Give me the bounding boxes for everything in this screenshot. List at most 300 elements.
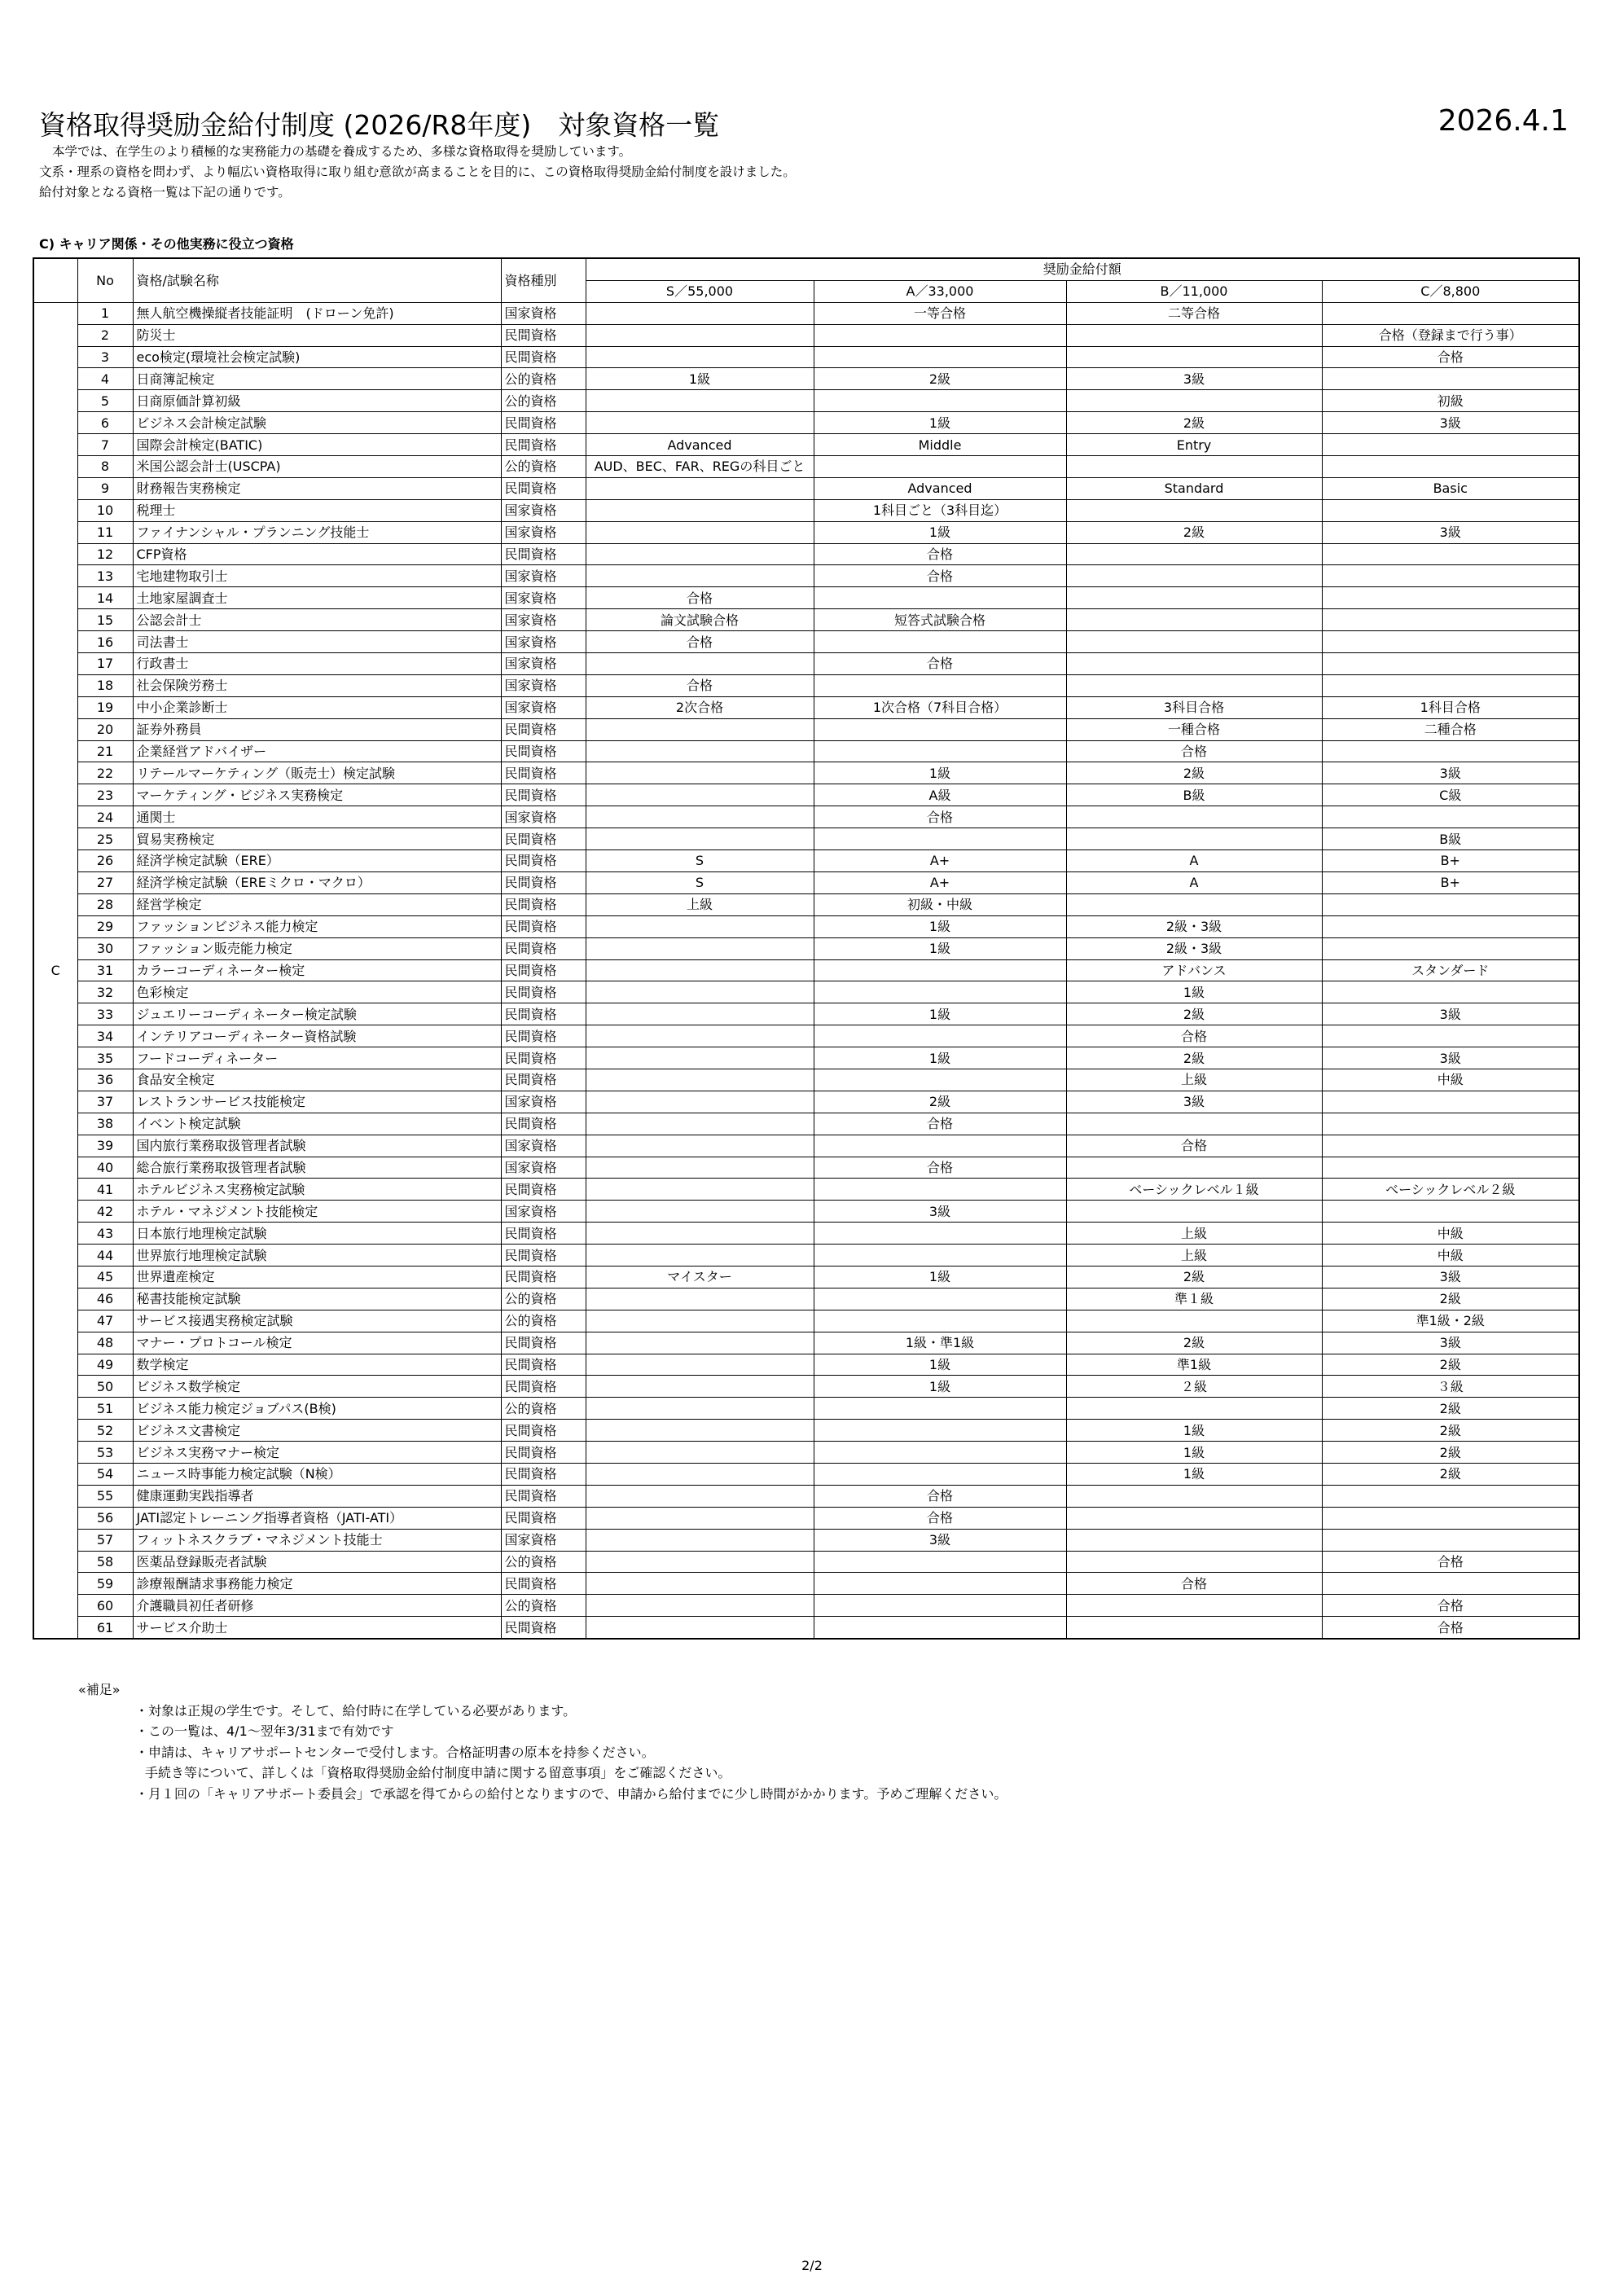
row-type: 民間資格 <box>501 871 586 893</box>
note-item: ・月１回の「キャリアサポート委員会」で承認を得てからの給付となりますので、申請から給付までに少し時間がかかります。予めご理解ください。 <box>135 1785 1007 1802</box>
row-rank-b: A <box>1066 850 1322 872</box>
row-no: 53 <box>77 1442 133 1464</box>
row-rank-b: 2級 <box>1066 1332 1322 1354</box>
row-no: 1 <box>77 302 133 324</box>
row-rank-b: ２級 <box>1066 1376 1322 1398</box>
row-rank-a: 2級 <box>814 368 1066 390</box>
row-name: レストランサービス技能検定 <box>133 1091 501 1113</box>
note-item: ・対象は正規の学生です。そして、給付時に在学している必要があります。 <box>135 1702 577 1719</box>
table-row <box>33 1047 1579 1069</box>
row-rank-b: 2級 <box>1066 1003 1322 1025</box>
row-rank-a <box>814 1398 1066 1420</box>
row-type: 民間資格 <box>501 1485 586 1507</box>
row-rank-a <box>814 981 1066 1003</box>
row-type: 民間資格 <box>501 1179 586 1201</box>
table-row <box>33 499 1579 521</box>
row-rank-s <box>586 1376 814 1398</box>
row-rank-s <box>586 1025 814 1047</box>
header-no: No <box>77 258 133 302</box>
row-name: 税理士 <box>133 499 501 521</box>
row-rank-a: 合格 <box>814 543 1066 565</box>
row-type: 民間資格 <box>501 915 586 937</box>
row-type: 民間資格 <box>501 718 586 740</box>
row-rank-s <box>586 784 814 806</box>
row-type: 民間資格 <box>501 1332 586 1354</box>
row-rank-c: 2級 <box>1322 1463 1579 1485</box>
table-row <box>33 565 1579 587</box>
row-rank-a: 合格 <box>814 1113 1066 1135</box>
row-rank-c: B+ <box>1322 850 1579 872</box>
qualification-table <box>33 257 1580 1640</box>
row-no: 12 <box>77 543 133 565</box>
table-row <box>33 981 1579 1003</box>
table-row <box>33 1288 1579 1310</box>
table-row <box>33 1157 1579 1179</box>
row-type: 国家資格 <box>501 499 586 521</box>
table-row <box>33 696 1579 718</box>
row-name: 数学検定 <box>133 1354 501 1376</box>
row-type: 国家資格 <box>501 1201 586 1223</box>
row-rank-b <box>1066 1485 1322 1507</box>
row-name: フードコーディネーター <box>133 1047 501 1069</box>
row-type: 民間資格 <box>501 1354 586 1376</box>
row-rank-a <box>814 1551 1066 1573</box>
row-rank-s <box>586 565 814 587</box>
row-rank-s <box>586 1529 814 1551</box>
row-no: 40 <box>77 1157 133 1179</box>
table-row <box>33 1463 1579 1485</box>
row-type: 国家資格 <box>501 1529 586 1551</box>
table-row <box>33 412 1579 434</box>
row-rank-c <box>1322 674 1579 696</box>
row-rank-b <box>1066 587 1322 609</box>
row-type: 国家資格 <box>501 521 586 543</box>
table-row <box>33 1201 1579 1223</box>
intro-line: 給付対象となる資格一覧は下記の通りです。 <box>39 185 291 200</box>
row-rank-s: 合格 <box>586 587 814 609</box>
row-type: 民間資格 <box>501 1573 586 1595</box>
row-rank-a <box>814 1420 1066 1442</box>
table-row <box>33 740 1579 762</box>
row-no: 42 <box>77 1201 133 1223</box>
note-item: 手続き等について、詳しくは「資格取得奨励金給付制度申請に関する留意事項」をご確認ください。 <box>145 1765 731 1780</box>
row-name: 国際会計検定(BATIC) <box>133 434 501 456</box>
row-type: 公的資格 <box>501 390 586 412</box>
row-rank-b: 2級・3級 <box>1066 937 1322 959</box>
row-no: 52 <box>77 1420 133 1442</box>
table-row <box>33 1398 1579 1420</box>
row-rank-c: 3級 <box>1322 521 1579 543</box>
intro-line: 文系・理系の資格を問わず、より幅広い資格取得に取り組む意欲が高まることを目的に、この資格取得奨励金給付制度を設けました。 <box>39 165 796 179</box>
table-row <box>33 1266 1579 1288</box>
row-rank-b: 1級 <box>1066 1463 1322 1485</box>
table-row <box>33 631 1579 653</box>
row-rank-s <box>586 1617 814 1639</box>
table-row <box>33 1595 1579 1617</box>
table-row <box>33 784 1579 806</box>
row-name: ビジネス文書検定 <box>133 1420 501 1442</box>
table-row <box>33 806 1579 828</box>
row-name: 秘書技能検定試験 <box>133 1288 501 1310</box>
row-rank-b: Entry <box>1066 434 1322 456</box>
row-name: 経営学検定 <box>133 893 501 915</box>
row-name: 日本旅行地理検定試験 <box>133 1223 501 1245</box>
row-rank-a <box>814 1463 1066 1485</box>
row-name: 医薬品登録販売者試験 <box>133 1551 501 1573</box>
row-rank-c <box>1322 631 1579 653</box>
row-rank-a: 合格 <box>814 1507 1066 1529</box>
row-name: 宅地建物取引士 <box>133 565 501 587</box>
row-no: 13 <box>77 565 133 587</box>
row-rank-c <box>1322 1091 1579 1113</box>
row-name: ファッション販売能力検定 <box>133 937 501 959</box>
row-rank-s <box>586 718 814 740</box>
row-rank-c: 初級 <box>1322 390 1579 412</box>
table-row <box>33 850 1579 872</box>
row-no: 11 <box>77 521 133 543</box>
row-rank-c <box>1322 1485 1579 1507</box>
row-name: 食品安全検定 <box>133 1069 501 1091</box>
intro-line: 本学では、在学生のより積極的な実務能力の基礎を養成するため、多様な資格取得を奨励しています。 <box>52 144 632 159</box>
row-rank-b <box>1066 1310 1322 1332</box>
row-rank-c: 合格 <box>1322 1595 1579 1617</box>
row-rank-s <box>586 412 814 434</box>
row-type: 民間資格 <box>501 784 586 806</box>
row-rank-b <box>1066 653 1322 675</box>
row-type: 民間資格 <box>501 346 586 368</box>
row-rank-a: 合格 <box>814 806 1066 828</box>
table-row <box>33 609 1579 631</box>
table-row <box>33 762 1579 784</box>
row-type: 公的資格 <box>501 1310 586 1332</box>
row-rank-c: 2級 <box>1322 1288 1579 1310</box>
row-name: ジュエリーコーディネーター検定試験 <box>133 1003 501 1025</box>
row-no: 60 <box>77 1595 133 1617</box>
row-rank-s: S <box>586 850 814 872</box>
row-rank-s <box>586 981 814 1003</box>
row-rank-s <box>586 390 814 412</box>
row-no: 36 <box>77 1069 133 1091</box>
table-row <box>33 1573 1579 1595</box>
row-no: 50 <box>77 1376 133 1398</box>
row-rank-b: 上級 <box>1066 1069 1322 1091</box>
row-rank-c: 3級 <box>1322 412 1579 434</box>
row-type: 民間資格 <box>501 434 586 456</box>
row-type: 国家資格 <box>501 631 586 653</box>
row-rank-s <box>586 1573 814 1595</box>
row-name: 中小企業診断士 <box>133 696 501 718</box>
row-rank-b: 2級 <box>1066 412 1322 434</box>
notes-heading: «補足» <box>78 1682 121 1697</box>
row-no: 19 <box>77 696 133 718</box>
row-type: 国家資格 <box>501 674 586 696</box>
row-rank-a: 合格 <box>814 1485 1066 1507</box>
row-rank-s: Advanced <box>586 434 814 456</box>
row-name: ビジネス能力検定ジョブパス(B検) <box>133 1398 501 1420</box>
row-no: 41 <box>77 1179 133 1201</box>
row-rank-s <box>586 1135 814 1157</box>
row-no: 8 <box>77 456 133 478</box>
table-row <box>33 1179 1579 1201</box>
row-rank-s <box>586 1442 814 1464</box>
row-rank-a <box>814 1245 1066 1267</box>
row-no: 38 <box>77 1113 133 1135</box>
row-rank-a <box>814 1573 1066 1595</box>
table-row <box>33 390 1579 412</box>
row-rank-b: ベーシックレベル１級 <box>1066 1179 1322 1201</box>
row-rank-c: Basic <box>1322 477 1579 499</box>
table-row <box>33 302 1579 324</box>
row-no: 55 <box>77 1485 133 1507</box>
row-rank-a <box>814 1310 1066 1332</box>
row-name: フィットネスクラブ・マネジメント技能士 <box>133 1529 501 1551</box>
row-rank-a <box>814 674 1066 696</box>
row-rank-b: 3級 <box>1066 1091 1322 1113</box>
row-name: 世界旅行地理検定試験 <box>133 1245 501 1267</box>
row-rank-s <box>586 499 814 521</box>
row-rank-b <box>1066 1201 1322 1223</box>
row-name: インテリアコーディネーター資格試験 <box>133 1025 501 1047</box>
row-name: 防災士 <box>133 324 501 346</box>
row-rank-a <box>814 390 1066 412</box>
row-rank-s <box>586 477 814 499</box>
row-rank-c: 3級 <box>1322 1266 1579 1288</box>
row-name: ホテルビジネス実務検定試験 <box>133 1179 501 1201</box>
row-name: 証券外務員 <box>133 718 501 740</box>
page-number: 2/2 <box>801 2258 823 2273</box>
row-no: 61 <box>77 1617 133 1639</box>
row-rank-a <box>814 959 1066 981</box>
row-no: 57 <box>77 1529 133 1551</box>
row-type: 国家資格 <box>501 1135 586 1157</box>
row-no: 44 <box>77 1245 133 1267</box>
row-type: 民間資格 <box>501 1245 586 1267</box>
row-rank-b <box>1066 543 1322 565</box>
row-name: ビジネス数学検定 <box>133 1376 501 1398</box>
row-rank-c: 2級 <box>1322 1420 1579 1442</box>
row-no: 34 <box>77 1025 133 1047</box>
row-rank-b: 2級 <box>1066 762 1322 784</box>
row-rank-b: 1級 <box>1066 981 1322 1003</box>
row-rank-s: マイスター <box>586 1266 814 1288</box>
table-row <box>33 828 1579 850</box>
row-rank-a: 1科目ごと（3科目迄） <box>814 499 1066 521</box>
row-rank-s <box>586 762 814 784</box>
table-row <box>33 1003 1579 1025</box>
row-type: 民間資格 <box>501 762 586 784</box>
row-rank-c: 3級 <box>1322 1003 1579 1025</box>
row-rank-a <box>814 324 1066 346</box>
row-rank-a: 短答式試験合格 <box>814 609 1066 631</box>
row-rank-c: 中級 <box>1322 1245 1579 1267</box>
row-rank-s <box>586 740 814 762</box>
row-rank-s <box>586 959 814 981</box>
table-row <box>33 1617 1579 1639</box>
table-row <box>33 1551 1579 1573</box>
category-cell: C <box>33 302 77 1639</box>
row-rank-a: 合格 <box>814 653 1066 675</box>
row-no: 35 <box>77 1047 133 1069</box>
row-type: 民間資格 <box>501 740 586 762</box>
row-rank-a: Advanced <box>814 477 1066 499</box>
row-name: 日商原価計算初級 <box>133 390 501 412</box>
row-rank-b: 上級 <box>1066 1245 1322 1267</box>
row-rank-c <box>1322 587 1579 609</box>
row-rank-c: 3級 <box>1322 1047 1579 1069</box>
table-row <box>33 1354 1579 1376</box>
note-item: ・この一覧は、4/1～翌年3/31まで有効です <box>135 1723 394 1739</box>
row-rank-s: 論文試験合格 <box>586 609 814 631</box>
row-rank-a <box>814 1442 1066 1464</box>
row-rank-c <box>1322 893 1579 915</box>
row-rank-c: 合格 <box>1322 1617 1579 1639</box>
table-row <box>33 718 1579 740</box>
note-item: ・申請は、キャリアサポートセンターで受付します。合格証明書の原本を持参ください。 <box>135 1744 655 1760</box>
row-rank-b: アドバンス <box>1066 959 1322 981</box>
row-rank-s <box>586 1420 814 1442</box>
row-rank-c: 合格 <box>1322 1551 1579 1573</box>
row-rank-s <box>586 1332 814 1354</box>
row-rank-b: 1級 <box>1066 1442 1322 1464</box>
row-rank-a <box>814 1179 1066 1201</box>
table-row <box>33 1135 1579 1157</box>
row-name: 無人航空機操縦者技能証明 (ドローン免許) <box>133 302 501 324</box>
row-rank-b <box>1066 456 1322 478</box>
row-no: 37 <box>77 1091 133 1113</box>
row-rank-s <box>586 1201 814 1223</box>
table-row <box>33 1376 1579 1398</box>
row-rank-b <box>1066 828 1322 850</box>
header-type: 資格種別 <box>501 258 586 302</box>
row-rank-b: 3級 <box>1066 368 1322 390</box>
row-rank-b <box>1066 1398 1322 1420</box>
row-rank-s <box>586 346 814 368</box>
row-type: 民間資格 <box>501 1003 586 1025</box>
row-rank-a <box>814 1025 1066 1047</box>
table-row <box>33 543 1579 565</box>
row-rank-b: 一種合格 <box>1066 718 1322 740</box>
row-type: 民間資格 <box>501 1266 586 1288</box>
row-rank-c <box>1322 1529 1579 1551</box>
row-name: カラーコーディネーター検定 <box>133 959 501 981</box>
row-rank-c <box>1322 653 1579 675</box>
row-rank-b <box>1066 609 1322 631</box>
row-no: 4 <box>77 368 133 390</box>
row-rank-s <box>586 1069 814 1091</box>
table-row <box>33 1529 1579 1551</box>
row-rank-c: 二種合格 <box>1322 718 1579 740</box>
row-rank-b: 上級 <box>1066 1223 1322 1245</box>
row-rank-c <box>1322 368 1579 390</box>
row-name: マーケティング・ビジネス実務検定 <box>133 784 501 806</box>
row-no: 16 <box>77 631 133 653</box>
row-type: 民間資格 <box>501 981 586 1003</box>
row-name: 健康運動実践指導者 <box>133 1485 501 1507</box>
row-rank-b <box>1066 390 1322 412</box>
row-name: 司法書士 <box>133 631 501 653</box>
row-type: 国家資格 <box>501 587 586 609</box>
table-row <box>33 1069 1579 1091</box>
row-rank-a <box>814 1069 1066 1091</box>
row-type: 国家資格 <box>501 302 586 324</box>
row-type: 民間資格 <box>501 1463 586 1485</box>
row-rank-c: 合格（登録まで行う事） <box>1322 324 1579 346</box>
row-type: 国家資格 <box>501 609 586 631</box>
row-rank-s <box>586 1288 814 1310</box>
row-rank-a: 1級 <box>814 1354 1066 1376</box>
header-rank-a: A／33,000 <box>814 280 1066 302</box>
row-name: ビジネス会計検定試験 <box>133 412 501 434</box>
row-rank-a: A+ <box>814 850 1066 872</box>
row-type: 公的資格 <box>501 1595 586 1617</box>
row-name: マナー・プロトコール検定 <box>133 1332 501 1354</box>
table-row <box>33 915 1579 937</box>
table-row <box>33 1245 1579 1267</box>
row-type: 民間資格 <box>501 543 586 565</box>
row-type: 民間資格 <box>501 893 586 915</box>
row-rank-s <box>586 1485 814 1507</box>
row-rank-b: 3科目合格 <box>1066 696 1322 718</box>
row-no: 39 <box>77 1135 133 1157</box>
row-name: 国内旅行業務取扱管理者試験 <box>133 1135 501 1157</box>
row-rank-c: 準1級・2級 <box>1322 1310 1579 1332</box>
row-type: 国家資格 <box>501 806 586 828</box>
row-name: CFP資格 <box>133 543 501 565</box>
table-row <box>33 1223 1579 1245</box>
row-name: 財務報告実務検定 <box>133 477 501 499</box>
row-no: 56 <box>77 1507 133 1529</box>
row-rank-b: 2級 <box>1066 1047 1322 1069</box>
table-row <box>33 937 1579 959</box>
table-row <box>33 1025 1579 1047</box>
row-rank-a: 1級 <box>814 1003 1066 1025</box>
row-type: 国家資格 <box>501 1157 586 1179</box>
row-type: 国家資格 <box>501 653 586 675</box>
row-rank-a: 1級 <box>814 937 1066 959</box>
row-rank-b <box>1066 1617 1322 1639</box>
row-rank-a <box>814 456 1066 478</box>
row-type: 民間資格 <box>501 1069 586 1091</box>
row-rank-c <box>1322 1201 1579 1223</box>
row-rank-b <box>1066 631 1322 653</box>
row-type: 民間資格 <box>501 324 586 346</box>
row-type: 民間資格 <box>501 828 586 850</box>
row-type: 民間資格 <box>501 1113 586 1135</box>
row-rank-a: 合格 <box>814 1157 1066 1179</box>
table-row <box>33 1485 1579 1507</box>
row-rank-c <box>1322 806 1579 828</box>
header-name: 資格/試験名称 <box>133 258 501 302</box>
row-no: 23 <box>77 784 133 806</box>
row-rank-b: 合格 <box>1066 1025 1322 1047</box>
row-rank-b: 二等合格 <box>1066 302 1322 324</box>
row-rank-s <box>586 543 814 565</box>
row-rank-a <box>814 631 1066 653</box>
row-rank-a: 1級 <box>814 1376 1066 1398</box>
row-rank-a: 1級 <box>814 915 1066 937</box>
row-type: 公的資格 <box>501 368 586 390</box>
row-rank-b <box>1066 1529 1322 1551</box>
row-no: 6 <box>77 412 133 434</box>
row-rank-s <box>586 1463 814 1485</box>
row-rank-c <box>1322 1573 1579 1595</box>
row-no: 24 <box>77 806 133 828</box>
row-type: 国家資格 <box>501 565 586 587</box>
row-type: 民間資格 <box>501 1442 586 1464</box>
row-name: 総合旅行業務取扱管理者試験 <box>133 1157 501 1179</box>
row-rank-c: 合格 <box>1322 346 1579 368</box>
row-rank-a <box>814 1617 1066 1639</box>
